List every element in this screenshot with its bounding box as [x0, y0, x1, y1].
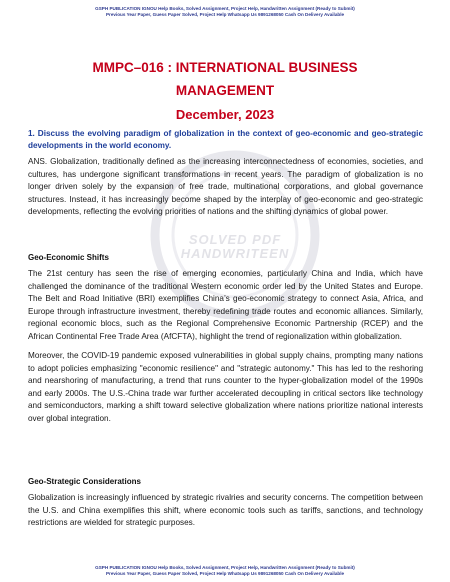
document-title-line-2: MANAGEMENT: [175, 83, 275, 98]
section-heading-geo-strategic: Geo-Strategic Considerations: [28, 477, 141, 486]
header-line-1: GSPH PUBLICATION IGNOU Help Books, Solved Assignment, Project Help, Handwritten Assignment (Ready to Submit): [95, 6, 355, 11]
answer-paragraph-1: ANS. Globalization, traditionally defined as the increasing interconnectedness of economies, societies, and cultures, has undergone significant transformations in recent years. The paradigm of globalization is no longer driven solely by the expansion of free trade, multinational corporations, and global governance structures. Instead, it has increasingly become shaped by the interplay of geo-economic and geo-strategic developments, reflecting the evolving priorities of nations and the shifting dynamics of global power.: [28, 157, 423, 216]
watermark-text-1: SOLVED PDF: [188, 232, 282, 247]
section-heading-geo-economic: Geo-Economic Shifts: [28, 253, 109, 262]
paragraph-geo-economic-1: The 21st century has seen the rise of emerging economies, particularly China and India, which have challenged the dominance of the traditional Western economic order led by the United States and Europe. The Belt and Road Initiative (BRI) exemplifies China’s geo-economic strategy to connect Asia, Africa, and Europe through infrastructure investment, thereby redefining trade routes and economic alliances. Similarly, regional economic blocs, such as the Regional Comprehensive Economic Partnership (RCEP) and the African Continental Free Trade Area (AfCFTA), highlight the trend of regionalization within globalization.: [28, 269, 423, 341]
paragraph-geo-strategic-1: Globalization is increasingly influenced by strategic rivalries and security concerns. The competition between the U.S. and China exemplifies this shift, where economic tools such as tariffs, sanctions, and technology restrictions are wielded for strategic purposes.: [28, 493, 423, 527]
footer-line-2: Previous Year Paper, Guess Paper Solved, Project Help Whatsapp Us 9891268050 Cash On Delivery Available: [105, 571, 345, 576]
paragraph-geo-economic-2: Moreover, the COVID-19 pandemic exposed vulnerabilities in global supply chains, prompting many nations to adopt policies emphasizing "economic resilience" and "strategic autonomy." This has led to the reshoring and nearshoring of manufacturing, a trend that runs counter to the hyper-globalization model of the 1990s and early 2000s. The U.S.-China trade war further accelerated decoupling in critical sectors like technology and semiconductors, marking a shift toward selective globalization where nations prioritize national interests over global integration.: [28, 351, 423, 423]
document-title-line-1: MMPC–016 : INTERNATIONAL BUSINESS: [92, 60, 358, 75]
header-line-2: Previous Year Paper, Guess Paper Solved, Project Help Whatsapp Us 9891268050 Cash On Delivery Available: [105, 12, 345, 17]
exam-date: December, 2023: [175, 107, 275, 122]
question-text: 1. Discuss the evolving paradigm of globalization in the context of geo-economic and geo-strategic developments in the world economy.: [28, 129, 423, 150]
footer-line-1: GSPH PUBLICATION IGNOU Help Books, Solved Assignment, Project Help, Handwritten Assignment (Ready to Submit): [95, 565, 355, 570]
watermark-text-2: HANDWRITEEN: [180, 246, 290, 261]
